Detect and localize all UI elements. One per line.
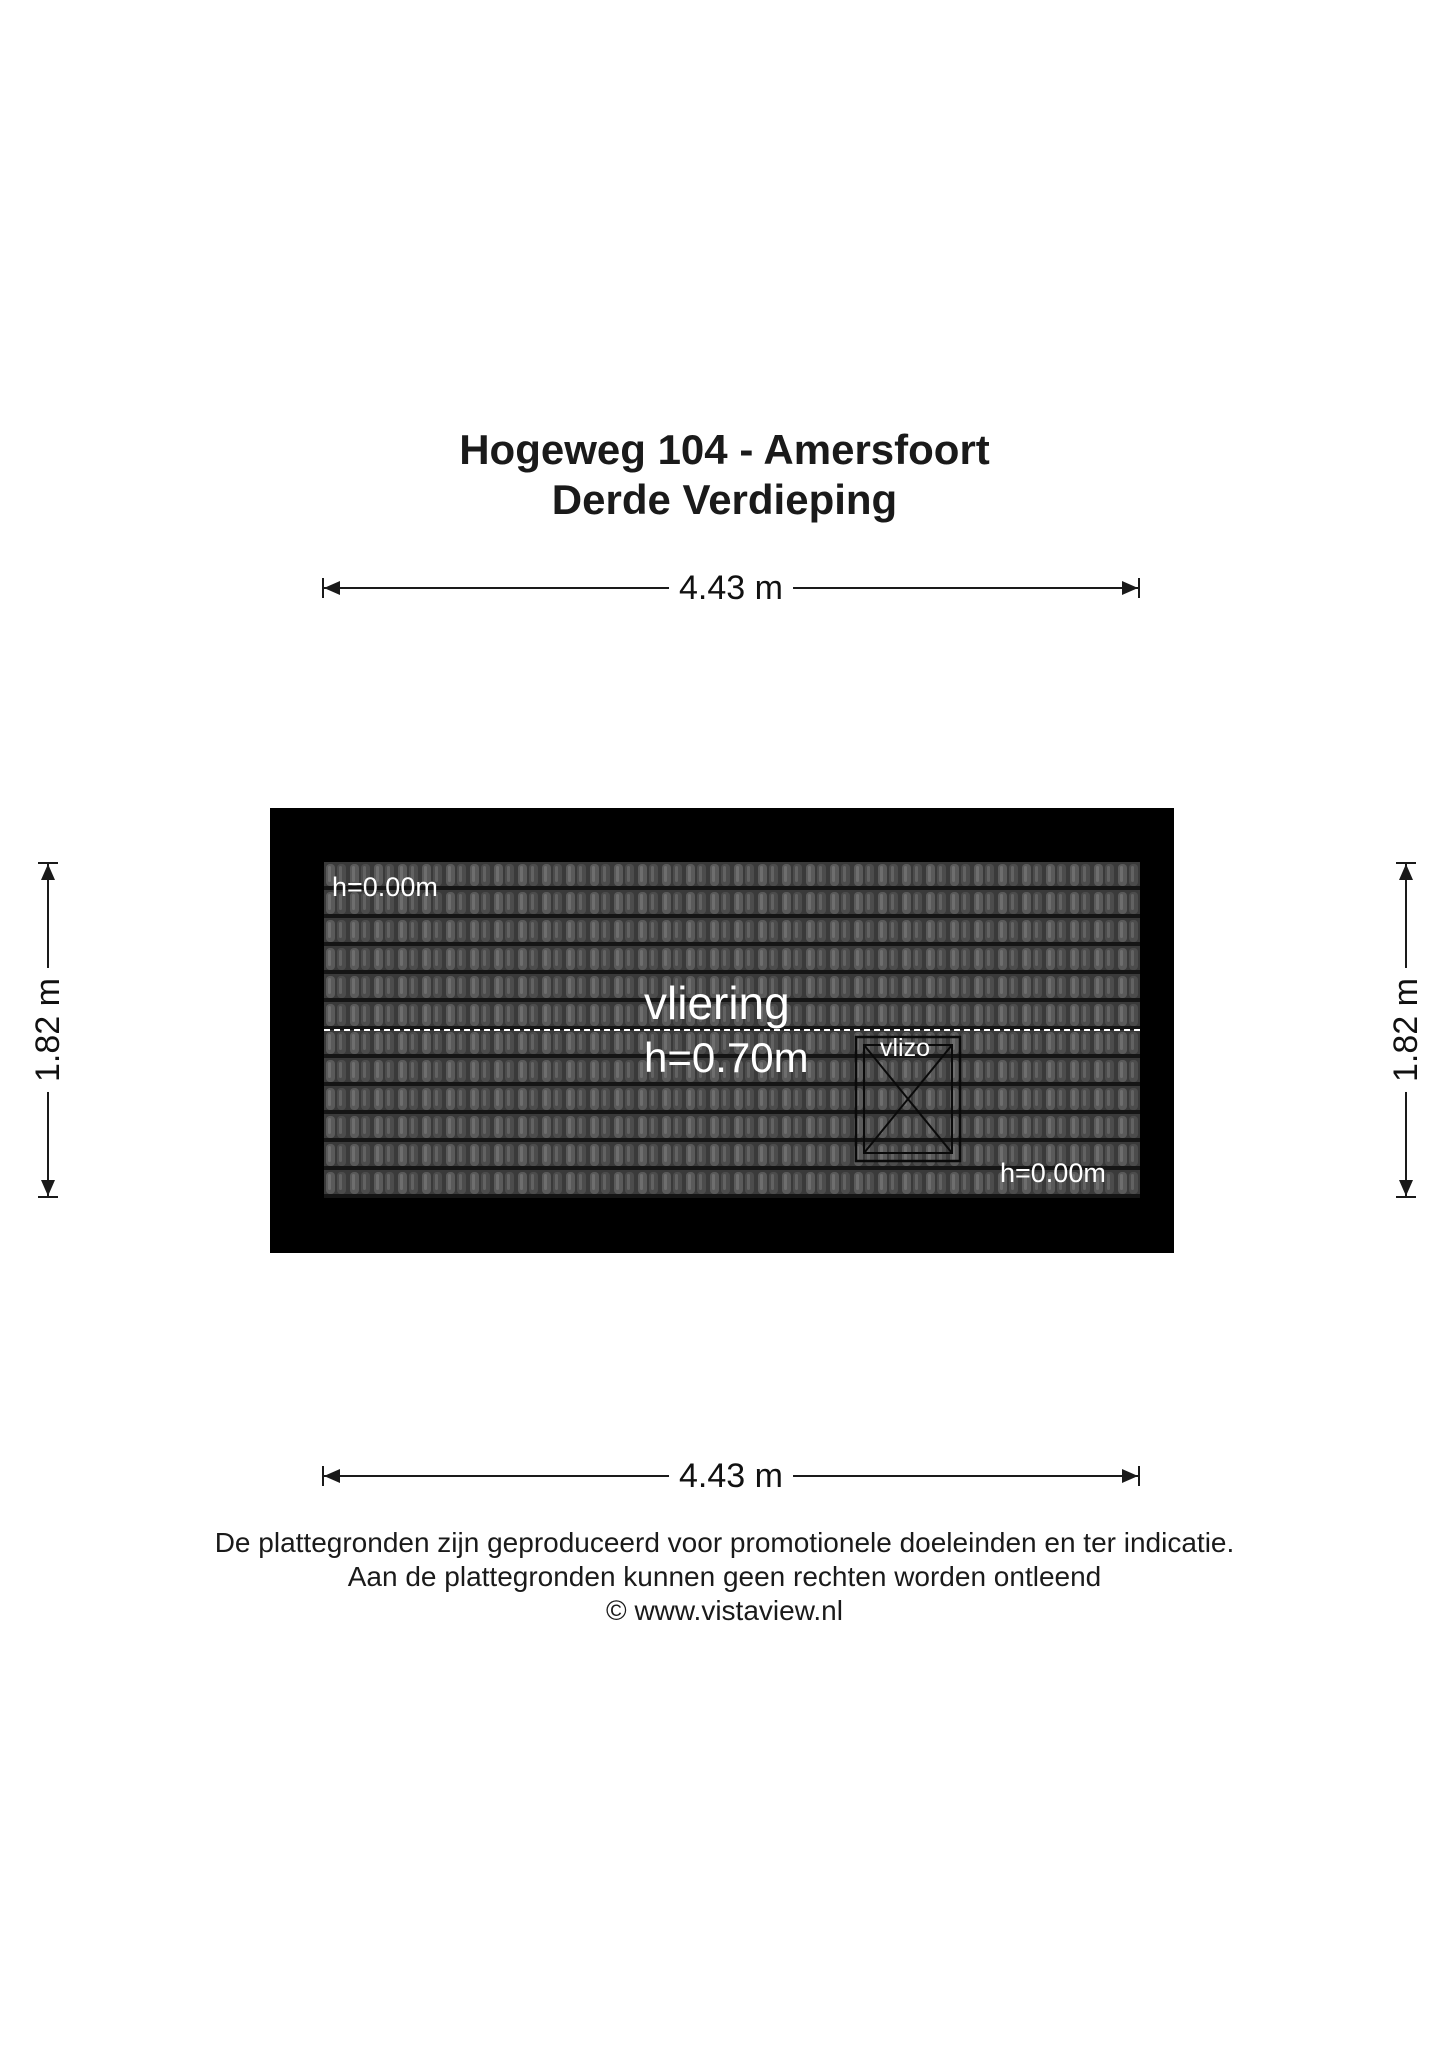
arrow-down-icon [41,1180,55,1196]
arrow-left-icon [324,581,340,595]
arrow-down-icon [1399,1180,1413,1196]
copyright-line: © www.vistaview.nl [606,1595,843,1626]
dimension-cap [1138,1466,1140,1486]
disclaimer-line-2: Aan de plattegronden kunnen geen rechten worden ontleend [347,1561,1102,1592]
arrow-up-icon [1399,864,1413,880]
edge-height-label-bottom-right: h=0.00m [1000,1158,1106,1188]
roof-tiles [324,862,1140,1198]
room-name-label: vliering [644,977,790,1029]
arrow-right-icon [1122,581,1138,595]
arrow-right-icon [1122,1469,1138,1483]
dimension-bottom [322,1456,1140,1496]
room-height-label: h=0.70m [644,1034,809,1081]
dimension-right [1386,862,1426,1198]
dimension-right-label: 1.82 m [1386,968,1426,1092]
plan-floor-title: Derde Verdieping [551,476,898,523]
dimension-cap [1396,1196,1416,1198]
arrow-up-icon [41,864,55,880]
arrow-left-icon [324,1469,340,1483]
disclaimer-line-1: De plattegronden zijn geproduceerd voor promotionele doeleinden en ter indicatie. [214,1527,1235,1558]
dimension-cap [1138,578,1140,598]
hatch-label: vlizo [880,1034,931,1062]
edge-height-label-top-left: h=0.00m [332,872,438,902]
dimension-bottom-label: 4.43 m [669,1456,793,1496]
dimension-top [322,568,1140,608]
dimension-left-label: 1.82 m [28,968,68,1092]
plan-address-title: Hogeweg 104 - Amersfoort [459,426,990,473]
dimension-top-label: 4.43 m [669,568,793,608]
dimension-cap [38,1196,58,1198]
floor-plan [270,808,1174,1253]
dimension-left [28,862,68,1198]
